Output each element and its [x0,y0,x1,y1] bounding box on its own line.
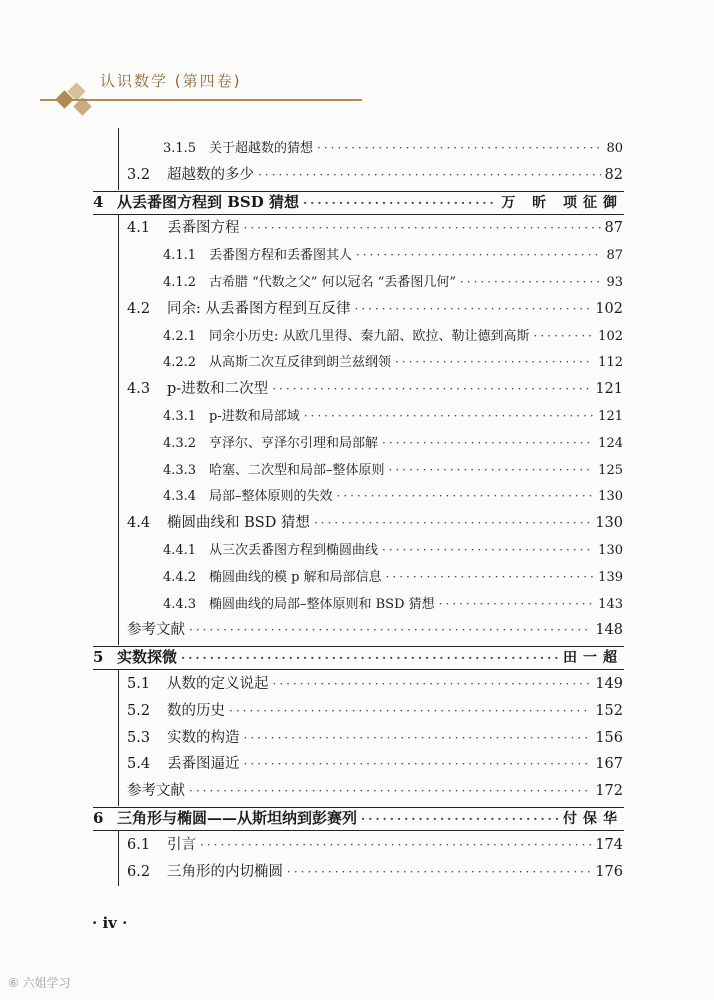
toc-entry-title: 同余: 从丢番图方程到互反律 [167,300,351,317]
toc-page-number: 82 [604,166,623,183]
toc-leader-dots [386,565,595,589]
toc-leader-dots [439,592,595,616]
toc-entry-title: 参考文献 [127,783,185,800]
toc-entry-number: 4.1 [127,220,151,237]
header-rule [40,99,362,101]
toc-entry-row[interactable] [163,538,623,562]
toc-page-number: 152 [595,702,623,719]
toc-page-number: 149 [595,676,623,692]
chapter-rule [93,191,624,192]
toc-entry-title: 局部–整体原则的失效 [209,489,333,505]
chapter-rule [93,830,624,831]
toc-entry-number: 4.4.3 [163,596,197,612]
toc-page-number: 124 [598,435,623,451]
toc-entry-row[interactable] [163,136,623,160]
toc-leader-dots [389,458,595,482]
toc-leader-dots [460,270,602,294]
toc-entry-number: 5.4 [127,756,151,773]
toc-entry-number: 4.4.2 [163,569,197,585]
toc-entry-row[interactable] [163,350,623,374]
toc-entry-row[interactable] [127,216,623,240]
toc-leader-dots [382,431,594,455]
toc-entry-row[interactable] [127,860,623,884]
toc-entry-row[interactable] [163,592,623,616]
toc-leader-dots [303,191,497,215]
toc-page-number: 156 [595,729,623,746]
toc-entry-title: 实数的构造 [167,729,240,746]
toc-entry-row[interactable] [163,431,623,455]
toc-entry-number: 5.3 [127,729,151,746]
running-header [0,0,714,120]
toc-page-number: 172 [595,783,623,800]
toc-entry-number: 4.1.2 [163,275,197,290]
toc-entry-title: 关于超越数的猜想 [209,141,314,156]
toc-entry-row[interactable] [127,833,623,857]
toc-page-number: 112 [598,355,623,371]
toc-page-number: 80 [606,141,623,156]
toc-leader-dots [304,404,594,428]
toc-entry-title: 实数探微 [117,648,178,667]
toc-entry-number: 5.2 [127,702,151,719]
toc-entry-row[interactable] [127,752,623,776]
toc-entry-number: 4.3.2 [163,435,197,451]
toc-page-number: 121 [598,409,623,424]
toc-entry-number: 5.1 [127,676,151,692]
toc-page-number: 87 [604,220,623,237]
toc-entry-title: 丢番图逼近 [167,756,240,773]
toc-leader-dots [229,699,591,723]
toc-entry-row[interactable] [127,726,623,750]
toc-entry-row[interactable] [127,297,623,321]
toc-entry-row[interactable] [127,511,623,535]
toc-entry-number: 5 [93,648,104,667]
toc-page-number: 143 [598,596,623,612]
toc-entry-title: 古希腊 “代数之父” 何以冠名 “丢番图几何” [209,275,456,290]
toc-page-number: 125 [598,462,623,478]
toc-entry-number: 6 [93,809,104,827]
toc-page-number: 130 [595,515,623,532]
toc-page-number: 176 [595,863,623,880]
toc-entry-title: p-进数和局部域 [209,409,300,424]
toc-page-number: 174 [595,836,623,853]
toc-entry-row[interactable] [163,458,623,482]
toc-page-number: 87 [606,248,623,264]
chapter-rule [93,646,624,647]
toc-entry-row[interactable] [163,243,623,267]
toc-entry-title: 从三次丢番图方程到椭圆曲线 [209,543,379,558]
toc-entry-title: 超越数的多少 [167,166,254,183]
toc-entry-title: 哈塞、二次型和局部–整体原则 [209,462,385,478]
toc-leader-dots [272,377,591,401]
toc-page-number: 139 [598,569,623,585]
toc-entry-number: 4.3.1 [163,409,197,424]
chapter-rule [93,807,624,808]
watermark: ⑥ 六姐学习 [8,976,71,990]
toc-entry-number: 4.3.3 [163,462,197,478]
toc-leader-dots [273,672,592,696]
chapter-rule [93,669,624,670]
toc-entry-title: 从数的定义说起 [167,676,269,692]
toc-entry-title: 丢番图方程和丢番图其人 [209,248,353,264]
toc-entry-title: 椭圆曲线和 BSD 猜想 [167,515,310,532]
toc-entry-title: 丢番图方程 [167,220,240,237]
toc-entry-number: 6.1 [127,836,151,853]
toc-entry-number: 4.4 [127,515,151,532]
toc-entry-number: 4.2.2 [163,355,197,371]
toc-entry-row[interactable] [163,270,623,294]
toc-leader-dots [355,297,592,321]
toc-entry-number: 4.3.4 [163,489,197,505]
toc-leader-dots [395,350,594,374]
toc-entry-row[interactable] [127,672,623,696]
toc-leader-dots [258,163,601,187]
toc-page-number: 102 [595,300,623,317]
toc-leader-dots [534,324,595,348]
toc-page-number: 130 [598,543,623,558]
toc-entry-title: p-进数和二次型 [167,381,269,398]
toc-leader-dots [189,618,591,642]
chapter-author: 万 昕 项征御 [501,194,623,211]
toc-leader-dots [200,833,591,857]
toc-entry-title: 三角形的内切椭圆 [167,863,283,880]
toc-entry-number: 4.1.1 [163,248,197,264]
toc-leader-dots [361,807,559,831]
toc-page-number: 93 [606,275,623,290]
toc-leader-dots [244,752,592,776]
toc-page-number: 167 [595,756,623,773]
toc-entry-row[interactable] [163,565,623,589]
chapter-side-bar [118,214,119,646]
toc-entry-row[interactable] [127,618,623,642]
toc-leader-dots [356,243,602,267]
toc-entry-title: 亨泽尔、亨泽尔引理和局部解 [209,435,379,451]
toc-entry-title: 数的历史 [167,702,225,719]
toc-leader-dots [181,646,559,670]
toc-leader-dots [244,726,592,750]
book-title: 认识数学 (第四卷) [100,72,242,90]
toc-entry-row[interactable] [127,699,623,723]
toc-entry-number: 4.2 [127,300,151,317]
toc-entry-number: 4.2.1 [163,328,197,344]
chapter-rule [93,214,624,215]
toc-entry-number: 3.1.5 [163,141,197,156]
toc-entry-number: 6.2 [127,863,151,880]
toc-entry-row[interactable] [127,163,623,187]
toc-entry-title: 参考文献 [127,622,185,639]
toc-entry-number: 4 [93,192,104,211]
chapter-author: 田一超 [563,650,623,667]
toc-entry-row[interactable] [127,779,623,803]
toc-entry-title: 从丢番图方程到 BSD 猜想 [117,192,299,211]
toc-chapter-row[interactable] [93,806,623,830]
toc-leader-dots [337,484,595,508]
toc-entry-number: 3.2 [127,166,151,183]
toc-entry-title: 从高斯二次互反律到朗兰兹纲领 [209,355,392,371]
toc-entry-title: 同余小历史: 从欧几里得、秦九韶、欧拉、勒让德到高斯 [209,328,530,344]
toc-chapter-row[interactable] [93,645,623,669]
toc-entry-number: 4.3 [127,381,151,398]
toc-leader-dots [317,136,602,160]
toc-entry-row[interactable] [163,324,623,348]
toc-leader-dots [287,860,591,884]
chapter-side-bar [118,128,119,190]
toc-page-number: 130 [598,489,623,505]
chapter-author: 付保华 [563,811,623,827]
page-number: · iv · [92,914,128,932]
toc-entry-title: 椭圆曲线的模 p 解和局部信息 [209,569,382,585]
toc-page-number: 102 [598,328,623,344]
toc-leader-dots [314,511,591,535]
toc-entry-number: 4.4.1 [163,543,197,558]
toc-leader-dots [382,538,594,562]
toc-entry-title: 三角形与椭圆——从斯坦纳到彭赛列 [117,809,358,827]
toc-entry-row[interactable] [163,404,623,428]
toc-page-number: 148 [595,622,623,639]
toc-leader-dots [189,779,591,803]
toc-entry-row[interactable] [127,377,623,401]
chapter-side-bar [118,830,119,886]
toc-entry-title: 椭圆曲线的局部–整体原则和 BSD 猜想 [209,596,435,612]
chapter-side-bar [118,669,119,806]
toc-chapter-row[interactable] [93,190,623,214]
toc-entry-row[interactable] [163,484,623,508]
toc-page-number: 121 [595,381,623,398]
toc-entry-title: 引言 [167,836,196,853]
toc-leader-dots [244,216,601,240]
